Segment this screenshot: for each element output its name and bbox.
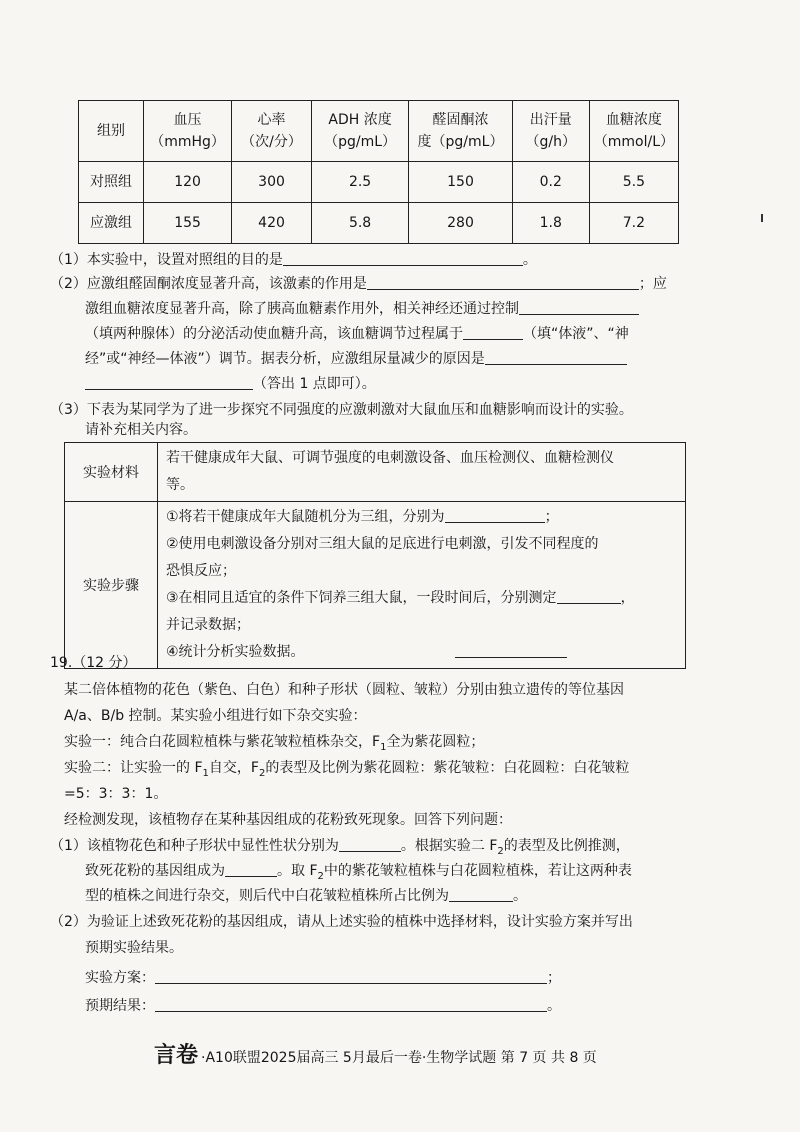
materials-label: 实验材料 bbox=[65, 443, 158, 502]
steps-content bbox=[158, 502, 686, 669]
steps-label: 实验步骤 bbox=[65, 502, 158, 669]
question-2-line-5: （答出 1 点即可）。 bbox=[85, 374, 376, 394]
answer-blank[interactable] bbox=[519, 300, 639, 315]
q19-exp-1: 实验一：纯合白花圆粒植株与紫花皱粒植株杂交，$F_1$全为紫花圆粒； bbox=[64, 734, 485, 753]
step-3: ③在相同且适宜的条件下饲养三组大鼠，一段时间后，分别测定 ， bbox=[166, 590, 635, 606]
answer-blank[interactable] bbox=[463, 325, 523, 340]
table-cell: 对照组 bbox=[79, 162, 144, 203]
table-cell: 5.5 bbox=[589, 162, 678, 203]
table-cell: 280 bbox=[409, 203, 513, 244]
q19-para-1: 某二倍体植物的花色（紫色、白色）和种子形状（圆粒、皱粒）分别由独立遗传的等位基因 bbox=[64, 682, 624, 698]
table-cell: 应激组 bbox=[79, 203, 144, 244]
answer-blank[interactable] bbox=[445, 508, 545, 523]
step-3-cont: 并记录数据； bbox=[166, 617, 250, 633]
question-2-line-3: （填两种腺体）的分泌活动使血糖升高，该血糖调节过程属于 （填“体液”、“神 bbox=[85, 326, 629, 342]
experiment-table bbox=[64, 442, 686, 669]
brand-logo: 言卷 bbox=[154, 1042, 199, 1068]
answer-blank[interactable] bbox=[449, 887, 513, 902]
table-cell: 2.5 bbox=[312, 162, 409, 203]
question-2-line-1: （2）应激组醛固酮浓度显著升高，该激素的作用是 ；应 bbox=[50, 276, 667, 292]
step-2-cont: 恐惧反应； bbox=[166, 563, 236, 579]
answer-blank[interactable] bbox=[225, 862, 277, 877]
table-row bbox=[79, 162, 679, 203]
table-cell: 155 bbox=[144, 203, 232, 244]
page-footer bbox=[154, 1038, 597, 1069]
question-19-head: 19.（12 分） bbox=[50, 655, 137, 671]
answer-blank[interactable] bbox=[155, 997, 547, 1012]
q19-sub-1-line-1: （1）该植物花色和种子形状中显性性状分别为 。根据实验二 $F_2$的表型及比例推测， bbox=[50, 838, 630, 857]
table-row bbox=[65, 443, 686, 502]
results-table bbox=[78, 100, 679, 244]
q19-sub-2-line-2: 预期实验结果。 bbox=[85, 940, 183, 956]
table-header-row bbox=[79, 101, 679, 162]
step-1: ①将若干健康成年大鼠随机分为三组，分别为 ； bbox=[166, 509, 559, 525]
answer-blank[interactable] bbox=[339, 837, 401, 852]
q19-sub-1-line-3: 型的植株之间进行杂交，则后代中白花皱粒植株所占比例为 。 bbox=[85, 888, 527, 904]
q19-sub-1-line-2: 致死花粉的基因组成为 。取 $F_2$中的紫花皱粒植株与白花圆粒植株，若让这两种表 bbox=[85, 863, 632, 882]
table-row bbox=[65, 502, 686, 669]
scan-mark bbox=[761, 214, 763, 222]
table-cell: 7.2 bbox=[589, 203, 678, 244]
q19-sub-2-line-1: （2）为验证上述致死花粉的基因组成，请从上述实验的植株中选择材料，设计实验方案并写出 bbox=[50, 914, 633, 930]
q19-exp-2: 实验二：让实验一的 $F_1$自交，$F_2$的表型及比例为紫花圆粒：紫花皱粒：白花圆粒：白花皱粒 bbox=[64, 760, 630, 779]
table-row bbox=[79, 203, 679, 244]
question-2-line-2: 激组血糖浓度显著升高，除了胰高血糖素作用外，相关神经还通过控制 bbox=[85, 299, 639, 319]
table-cell: 5.8 bbox=[312, 203, 409, 244]
header-cell: 出汗量 （g/h） bbox=[512, 101, 589, 162]
table-cell: 0.2 bbox=[512, 162, 589, 203]
table-cell: 420 bbox=[232, 203, 312, 244]
answer-blank[interactable] bbox=[485, 350, 627, 365]
table-cell: 300 bbox=[232, 162, 312, 203]
header-cell: 血糖浓度 （mmol/L） bbox=[589, 101, 678, 162]
header-cell: 醛固酮浓 度（pg/mL） bbox=[409, 101, 513, 162]
question-1: （1）本实验中，设置对照组的目的是 。 bbox=[50, 252, 537, 268]
question-2-line-4: 经”或“神经—体液”）调节。据表分析，应激组尿量减少的原因是 bbox=[85, 349, 627, 369]
q19-para-2: A/a、B/b 控制。某实验小组进行如下杂交实验： bbox=[64, 708, 367, 724]
q19-para-3: 经检测发现，该植物存在某种基因组成的花粉致死现象。回答下列问题： bbox=[64, 812, 512, 828]
result-line: 预期结果： 。 bbox=[85, 998, 561, 1014]
header-cell: ADH 浓度 （pg/mL） bbox=[312, 101, 409, 162]
table-cell: 150 bbox=[409, 162, 513, 203]
answer-blank[interactable] bbox=[155, 969, 547, 984]
question-3-line-1: （3）下表为某同学为了进一步探究不同强度的应激刺激对大鼠血压和血糖影响而设计的实验。 bbox=[50, 402, 633, 418]
footer-text: ·A10联盟2025届高三 5月最后一卷·生物学试题 第 7 页 共 8 页 bbox=[201, 1050, 597, 1066]
header-cell: 心率 （次/分） bbox=[232, 101, 312, 162]
answer-blank[interactable] bbox=[455, 643, 567, 658]
answer-blank[interactable] bbox=[283, 251, 523, 266]
table-cell: 120 bbox=[144, 162, 232, 203]
q19-exp-2-ratio: =5：3：3：1。 bbox=[64, 786, 168, 802]
header-cell: 血压 （mmHg） bbox=[144, 101, 232, 162]
step-4: ④统计分析实验数据。 bbox=[166, 639, 677, 666]
plan-line: 实验方案： ； bbox=[85, 970, 561, 986]
header-cell: 组别 bbox=[79, 101, 144, 162]
answer-blank[interactable] bbox=[85, 375, 253, 390]
step-2: ②使用电刺激设备分别对三组大鼠的足底进行电刺激，引发不同程度的 bbox=[166, 536, 599, 552]
answer-blank[interactable] bbox=[557, 589, 621, 604]
answer-blank[interactable] bbox=[367, 275, 639, 290]
materials-content: 若干健康成年大鼠、可调节强度的电刺激设备、血压检测仪、血糖检测仪 等。 bbox=[158, 443, 686, 502]
table-cell: 1.8 bbox=[512, 203, 589, 244]
question-3-line-2: 请补充相关内容。 bbox=[85, 422, 197, 438]
